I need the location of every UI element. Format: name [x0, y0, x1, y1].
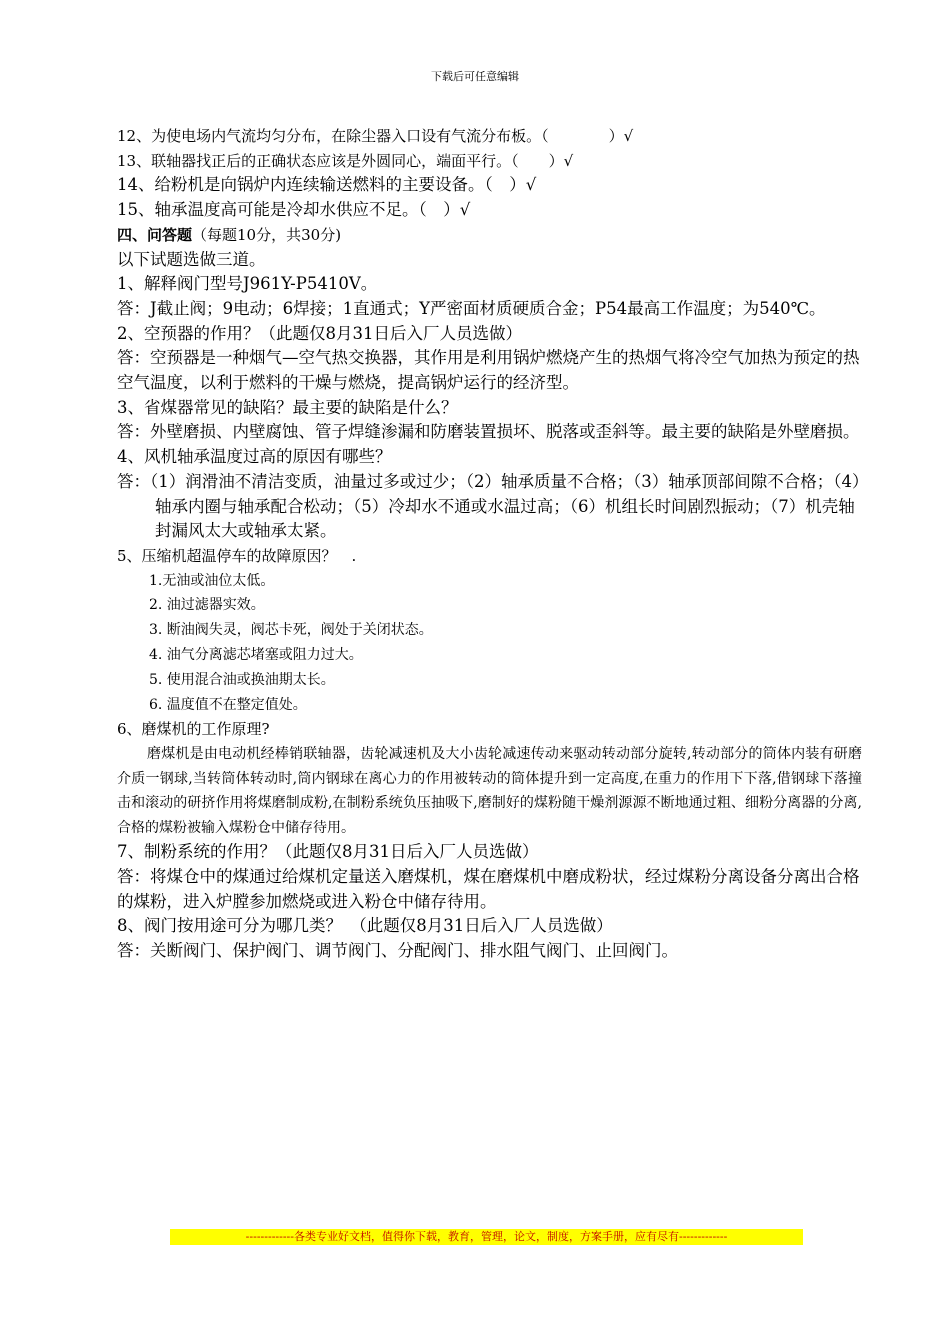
question-4: 4、风机轴承温度过高的原因有哪些？ — [117, 447, 392, 467]
answer-3: 答：外壁磨损、内壁腐蚀、管子焊缝渗漏和防磨装置损坏、脱落或歪斜等。最主要的缺陷是外壁磨损。 — [117, 422, 860, 442]
list-item: 3. 断油阀失灵，阀芯卡死，阀处于关闭状态。 — [149, 622, 433, 639]
answer-7: 答：将煤仓中的煤通过给煤机定量送入磨煤机，煤在磨煤机中磨成粉状，经过煤粉分离设备分离出合格的煤粉，进入炉膛参加燃烧或进入粉仓中储存待用。 — [117, 866, 860, 911]
section-title: 四、问答题 — [117, 225, 193, 244]
tf-question-14: 14、给粉机是向锅炉内连续输送燃料的主要设备。（ ）√ — [117, 175, 537, 195]
question-7: 7、制粉系统的作用？（此题仅8月31日后入厂人员选做） — [117, 842, 539, 862]
question-8: 8、阀门按用途可分为哪几类？ （此题仅8月31日后入厂人员选做） — [117, 916, 613, 936]
question-2: 2、空预器的作用？（此题仅8月31日后入厂人员选做） — [117, 323, 522, 343]
footer-banner: -------------各类专业好文档，值得你下载，教育，管理，论文，制度，方案手册，应有尽有------------- — [170, 1229, 803, 1245]
list-item: 5. 使用混合油或换油期太长。 — [149, 671, 335, 688]
answer-4: 答：（1）润滑油不清洁变质，油量过多或过少；（2）轴承质量不合格；（3）轴承顶部间隙不合格；（4）轴承内圈与轴承配合松动；（5）冷却水不通或水温过高；（6）机组长时间剧烈振动；（7）机壳轴封漏风太大或轴承太紧。 — [117, 471, 861, 541]
list-item: 4. 油气分离滤芯堵塞或阻力过大。 — [149, 647, 363, 664]
answer-8: 答：关断阀门、保护阀门、调节阀门、分配阀门、排水阻气阀门、止回阀门。 — [117, 940, 678, 960]
question-3: 3、省煤器常见的缺陷？最主要的缺陷是什么？ — [117, 397, 458, 417]
list-item: 6. 温度值不在整定值处。 — [149, 696, 307, 713]
question-6: 6、磨煤机的工作原理? — [117, 720, 270, 739]
page-header: 下载后可任意编辑 — [431, 70, 519, 83]
document-body — [117, 124, 862, 964]
tf-question-13: 13、联轴器找正后的正确状态应该是外圆同心，端面平行。（ ）√ — [117, 151, 574, 170]
answer-6: 磨煤机是由电动机经棒销联轴器，齿轮减速机及大小齿轮减速传动来驱动转动部分旋转,转动部分的筒体内装有研磨介质一钢球,当转筒体转动时,筒内钢球在离心力的作用被转动的筒体提升到一定高度,在重力的作用下下落,借钢球下落撞击和滚动的研挤作用将煤磨制成粉,在制粉系统负压抽吸下,磨制好的煤粉随干燥剂源源不断地通过粗、细粉分离器的分离,合格的煤粉被输入煤粉仓中储存待用。 — [117, 746, 862, 836]
section-heading — [117, 223, 862, 248]
question-1: 1、解释阀门型号J961Y-P5410V。 — [117, 274, 378, 294]
section-note: （每题10分，共30分) — [192, 225, 342, 244]
answer-1: 答：J截止阀；9电动；6焊接；1直通式；Y严密面材质硬质合金；P54最高工作温度；为540℃。 — [117, 298, 826, 318]
answer-2: 答：空预器是一种烟气—空气热交换器，其作用是利用锅炉燃烧产生的热烟气将冷空气加热为预定的热空气温度，以利于燃料的干燥与燃烧，提高锅炉运行的经济型。 — [117, 348, 860, 393]
tf-question-15: 15、轴承温度高可能是冷却水供应不足。（ ）√ — [117, 200, 471, 220]
tf-question-12: 12、为使电场内气流均匀分布，在除尘器入口设有气流分布板。（ ）√ — [117, 127, 634, 145]
question-5: 5、压缩机超温停车的故障原因？ . — [117, 546, 357, 565]
list-item: 1.无油或油位太低。 — [149, 572, 275, 589]
section-intro: 以下试题选做三道。 — [117, 249, 266, 269]
list-item: 2. 油过滤器实效。 — [149, 597, 265, 614]
